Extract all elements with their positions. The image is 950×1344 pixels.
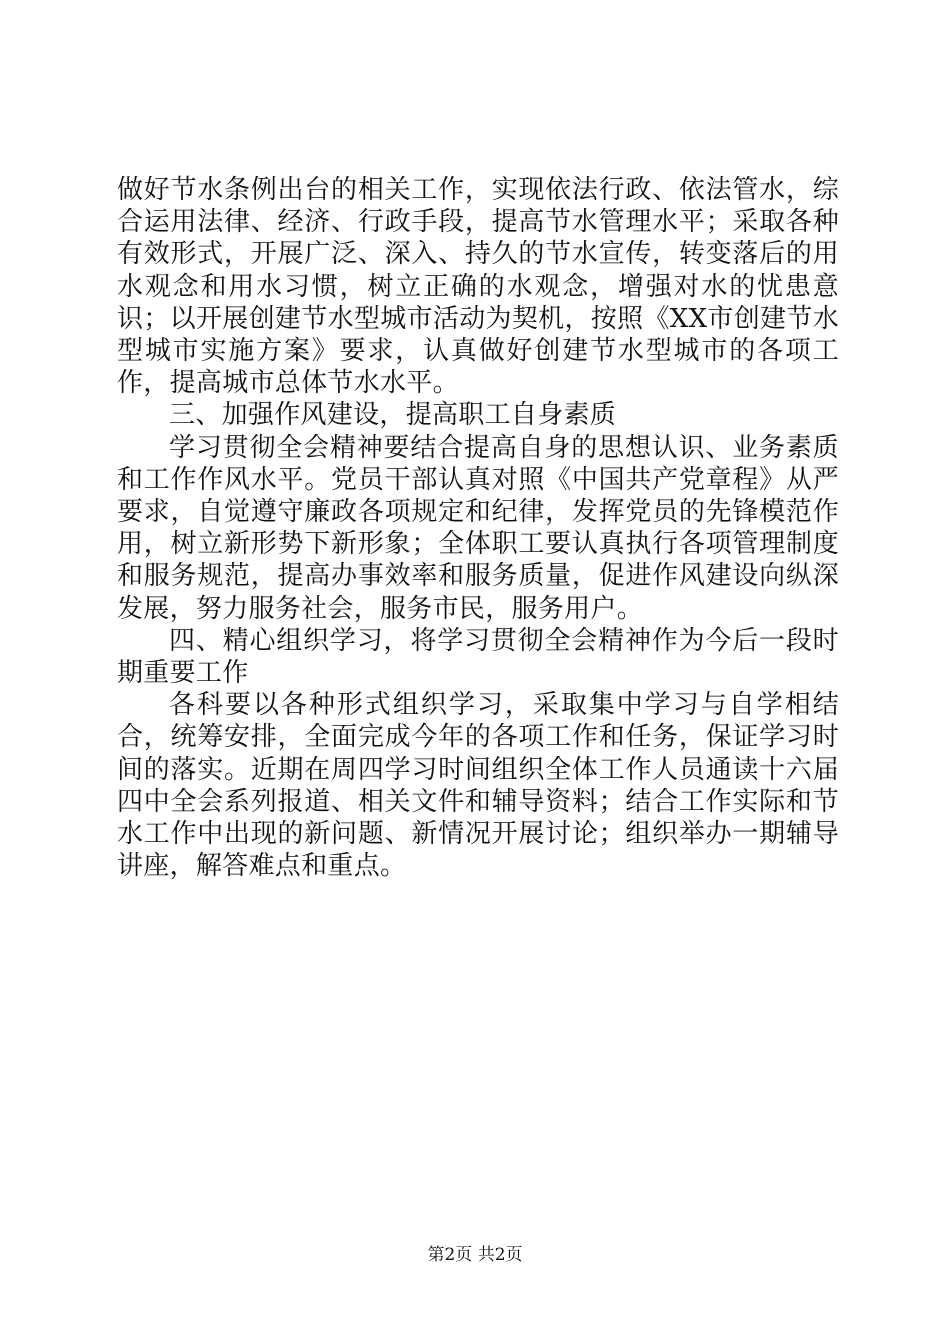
paragraph-continuation: 做好节水条例出台的相关工作，实现依法行政、依法管水，综合运用法律、经济、行政手段，提高节水管理水平；采取各种有效形式，开展广泛、深入、持久的节水宣传，转变落后的用水观念和用水习惯，树立正确的水观念，增强对水的忧患意识；以开展创建节水型城市活动为契机，按照《XX市创建节水型城市实施方案》要求，认真做好创建节水型城市的各项工作，提高城市总体节水水平。 — [117, 175, 839, 399]
paragraph-work-style: 学习贯彻全会精神要结合提高自身的思想认识、业务素质和工作作风水平。党员干部认真对照《中国共产党章程》从严要求，自觉遵守廉政各项规定和纪律，发挥党员的先锋模范作用，树立新形势下新形象；全体职工要认真执行各项管理制度和服务规范，提高办事效率和服务质量，促进作风建设向纵深发展，努力服务社会，服务市民，服务用户。 — [117, 432, 839, 624]
page-footer: 第2页 共2页 — [427, 1245, 523, 1265]
section-heading-3: 三、加强作风建设，提高职工自身素质 — [169, 400, 617, 431]
document-body — [117, 174, 839, 882]
paragraph-study-organization: 各科要以各种形式组织学习，采取集中学习与自学相结合，统筹安排，全面完成今年的各项工作和任务，保证学习时间的落实。近期在周四学习时间组织全体工作人员通读十六届四中全会系列报道、相关文件和辅导资料；结合工作实际和节水工作中出现的新问题、新情况开展讨论；组织举办一期辅导讲座，解答难点和重点。 — [117, 690, 839, 882]
section-heading-4: 四、精心组织学习，将学习贯彻全会精神作为今后一段时期重要工作 — [117, 625, 839, 689]
